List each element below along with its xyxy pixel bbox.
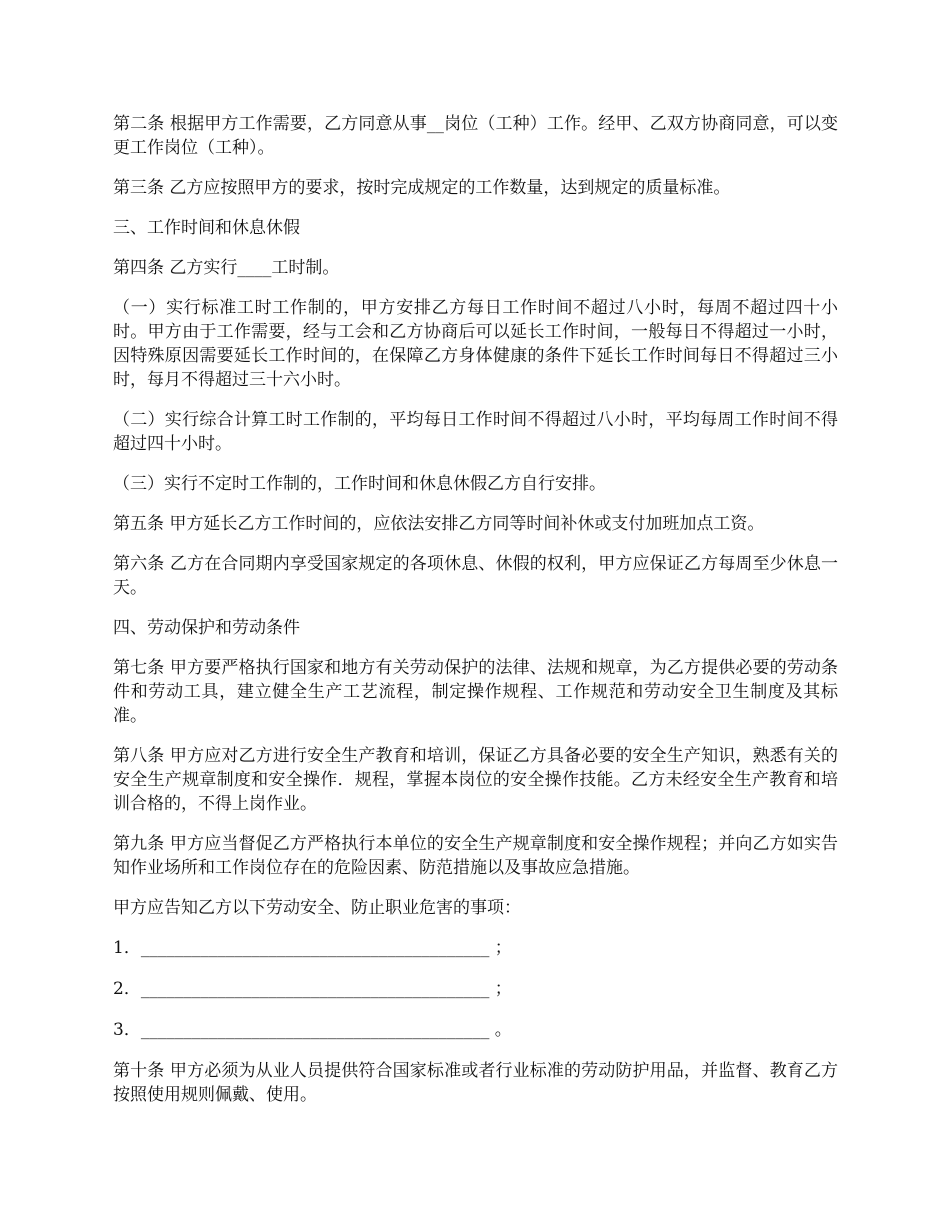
clause-standard-hours: （一）实行标准工时工作制的，甲方安排乙方每日工作时间不超过八小时，每周不超过四十小时。甲方由于工作需要，经与工会和乙方协商后可以延长工作时间，一般每日不得超过一小时，因特殊原因需要延长工作时间的，在保障乙方身体健康的条件下延长工作时间每日不得超过三小时，每月不得超过三十六小时。 [113,298,838,390]
section-heading-work-time: 三、工作时间和休息休假 [113,218,300,238]
clause-comprehensive-hours: （二）实行综合计算工时工作制的，平均每日工作时间不得超过八小时，平均每周工作时间不得超过四十小时。 [113,410,838,454]
blank-item-1 [113,936,838,960]
article-10: 第十条 甲方必须为从业人员提供符合国家标准或者行业标准的劳动防护用品，并监督、教育乙方按照使用规则佩戴、使用。 [113,1061,838,1105]
article-6: 第六条 乙方在合同期内享受国家规定的各项休息、休假的权利，甲方应保证乙方每周至少休息一天。 [113,554,838,598]
blank-item-text: 1．_________________________________________ ； [113,938,512,958]
article-4: 第四条 乙方实行____工时制。 [113,258,340,278]
blank-item-text: 3．_________________________________________ 。 [113,1020,512,1040]
blank-item-text: 2．_________________________________________ ； [113,979,512,999]
blank-item-2 [113,977,838,1001]
article-2: 第二条 根据甲方工作需要，乙方同意从事__岗位（工种）工作。经甲、乙双方协商同意，可以变更工作岗位（工种）。 [113,114,838,158]
blank-item-3 [113,1018,838,1042]
article-9: 第九条 甲方应当督促乙方严格执行本单位的安全生产规章制度和安全操作规程；并向乙方如实告知作业场所和工作岗位存在的危险因素、防范措施以及事故应急措施。 [113,834,838,878]
section-heading-labor-protection: 四、劳动保护和劳动条件 [113,618,300,638]
notice-intro: 甲方应告知乙方以下劳动安全、防止职业危害的事项： [113,898,521,918]
article-3: 第三条 乙方应按照甲方的要求，按时完成规定的工作数量，达到规定的质量标准。 [113,178,731,198]
clause-flexible-hours: （三）实行不定时工作制的，工作时间和休息休假乙方自行安排。 [113,474,606,494]
article-8: 第八条 甲方应对乙方进行安全生产教育和培训，保证乙方具备必要的安全生产知识，熟悉有关的安全生产规章制度和安全操作．规程，掌握本岗位的安全操作技能。乙方未经安全生产教育和培训合格的，不得上岗作业。 [113,746,838,814]
article-5: 第五条 甲方延长乙方工作时间的，应依法安排乙方同等时间补休或支付加班加点工资。 [113,514,765,534]
article-7: 第七条 甲方要严格执行国家和地方有关劳动保护的法律、法规和规章，为乙方提供必要的劳动条件和劳动工具，建立健全生产工艺流程，制定操作规程、工作规范和劳动安全卫生制度及其标准。 [113,658,838,726]
